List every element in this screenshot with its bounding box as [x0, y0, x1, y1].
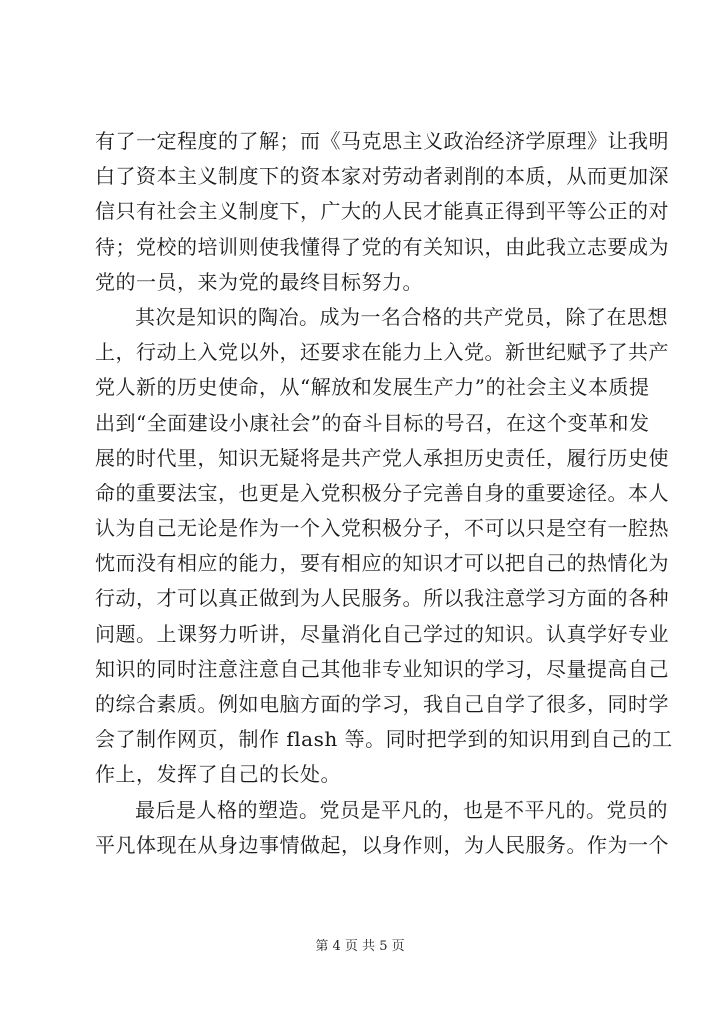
text-line: 认为自己无论是作为一个入党积极分子，不可以只是空有一腔热 — [95, 516, 669, 541]
text-line: 作上，发挥了自己的长处。 — [95, 762, 341, 787]
text-line: 行动，才可以真正做到为人民服务。所以我注意学习方面的各种 — [95, 586, 669, 611]
text-line: 最后是人格的塑造。党员是平凡的，也是不平凡的。党员的 — [135, 797, 668, 822]
text-line: 问题。上课努力听讲，尽量消化自己学过的知识。认真学好专业 — [95, 621, 669, 646]
text-line: 平凡体现在从身边事情做起，以身作则，为人民服务。作为一个 — [95, 832, 669, 857]
text-line: 命的重要法宝，也更是入党积极分子完善自身的重要途径。本人 — [95, 480, 669, 505]
text-line: 的综合素质。例如电脑方面的学习，我自己自学了很多，同时学 — [95, 692, 669, 716]
page-number-footer: 第 4 页 共 5 页 — [315, 939, 405, 954]
text-line: 出到“全面建设小康社会”的奋斗目标的号召，在这个变革和发 — [95, 410, 650, 435]
text-line: 上，行动上入党以外，还要求在能力上入党。新世纪赋予了共产 — [95, 340, 669, 365]
text-line: 其次是知识的陶冶。成为一名合格的共产党员，除了在思想 — [135, 304, 668, 329]
paragraph — [95, 793, 669, 863]
text-line: 白了资本主义制度下的资本家对劳动者剥削的本质，从而更加深 — [95, 164, 669, 189]
text-line: 有了一定程度的了解；而《马克思主义政治经济学原理》让我明 — [95, 129, 669, 153]
text-line: 会了制作网页，制作 flash 等。同时把学到的知识用到自己的工 — [95, 727, 673, 752]
text-line: 待；党校的培训则使我懂得了党的有关知识，由此我立志要成为 — [95, 234, 669, 259]
text-line: 党人新的历史使命，从“解放和发展生产力”的社会主义本质提 — [95, 375, 650, 400]
text-line: 信只有社会主义制度下，广大的人民才能真正得到平等公正的对 — [95, 199, 669, 224]
text-line: 党的一员，来为党的最终目标努力。 — [95, 269, 423, 294]
text-line: 展的时代里，知识无疑将是共产党人承担历史责任，履行历史使 — [95, 445, 669, 470]
text-line: 忱而没有相应的能力，要有相应的知识才可以把自己的热情化为 — [95, 551, 669, 576]
paragraph — [95, 300, 673, 793]
document-body — [95, 124, 673, 863]
text-line: 知识的同时注意注意自己其他非专业知识的学习，尽量提高自己 — [95, 656, 669, 681]
paragraph — [95, 124, 669, 300]
